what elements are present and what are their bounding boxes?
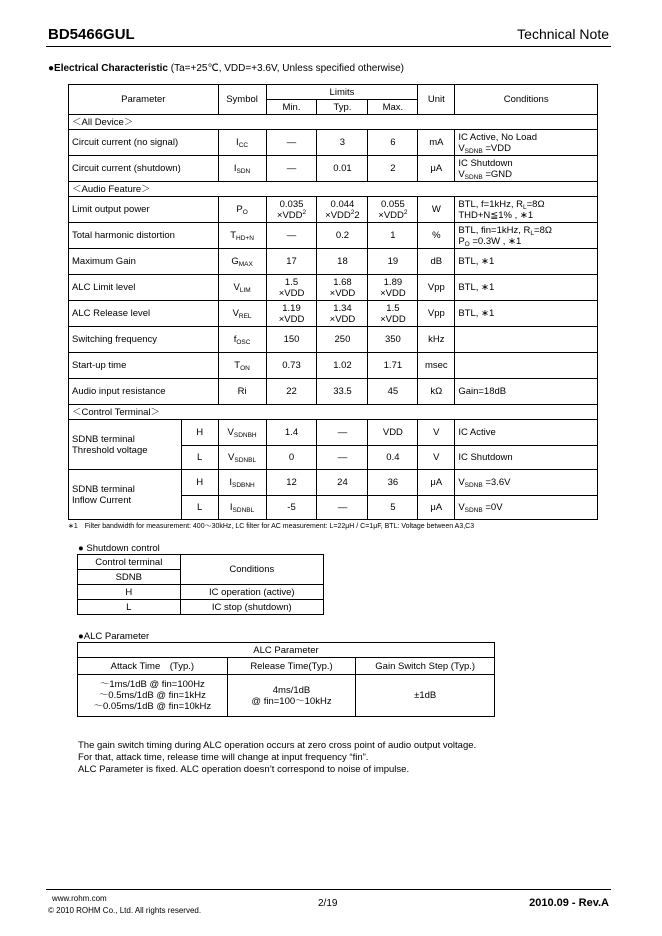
min-cell: — (266, 156, 317, 182)
param-cell: ALC Release level (69, 301, 219, 327)
symbol-cell: Ri (218, 379, 266, 405)
conditions-cell: $V_{SDNB} =0V$ (455, 496, 598, 520)
conditions-cell: BTL, ∗1 (455, 301, 598, 327)
typ-cell: — (317, 496, 368, 520)
section-conditions: (Ta=+25℃, VDD=+3.6V, Unless specified otherwise) (170, 63, 404, 74)
header-control-terminal: Control terminal (78, 555, 181, 570)
electrical-characteristics-table (68, 84, 598, 520)
header-parameter: Parameter (69, 85, 219, 115)
release-time-cell: 4ms/1dB @ fin=100～10kHz (227, 675, 356, 717)
header-unit: Unit (418, 85, 455, 115)
max-cell: VDD (368, 420, 418, 446)
min-cell: 0 (266, 446, 317, 470)
param-cell: Limit output power (69, 197, 219, 223)
symbol-cell: $V_{REL}$ (218, 301, 266, 327)
section-title (48, 63, 404, 74)
param-cell: Total harmonic distortion (69, 223, 219, 249)
header-conditions: Conditions (455, 85, 598, 115)
max-cell: 45 (368, 379, 418, 405)
table-row (69, 470, 598, 496)
symbol-cell: $V_{LIM}$ (218, 275, 266, 301)
table-row (69, 130, 598, 156)
unit-cell: μA (418, 496, 455, 520)
min-cell: -5 (266, 496, 317, 520)
min-cell: — (266, 223, 317, 249)
symbol-cell: $G_{MAX}$ (218, 249, 266, 275)
param-cell: Circuit current (shutdown) (69, 156, 219, 182)
min-cell: 17 (266, 249, 317, 275)
conditions-cell: IC stop (shutdown) (180, 600, 323, 615)
header-typ: Typ. (317, 100, 368, 115)
header-release-time: Release Time(Typ.) (227, 658, 356, 675)
header-alc-parameter: ALC Parameter (78, 643, 495, 658)
param-cell: Switching frequency (69, 327, 219, 353)
max-cell: 1 (368, 223, 418, 249)
conditions-cell: BTL, ∗1 (455, 249, 598, 275)
level-cell: L (78, 600, 181, 615)
min-cell: 1.5 ×VDD (266, 275, 317, 301)
max-cell: 1.89 ×VDD (368, 275, 418, 301)
conditions-cell: IC Shutdown $V_{SDNB} =GND$ (455, 156, 598, 182)
conditions-cell: BTL, fin=1kHz, $R_L=8\Omega$ $P_O =0.3W$ , ∗1 (455, 223, 598, 249)
level-cell: L (181, 496, 218, 520)
max-cell: 0.4 (368, 446, 418, 470)
revision: 2010.09 - Rev.A (529, 897, 609, 909)
note-line: The gain switch timing during ALC operation occurs at zero cross point of audio output voltage. (78, 740, 477, 751)
param-cell: Start-up time (69, 353, 219, 379)
unit-cell: Vpp (418, 301, 455, 327)
level-cell: H (181, 420, 218, 446)
shutdown-control-table (77, 554, 324, 615)
table-row (69, 156, 598, 182)
unit-cell: V (418, 446, 455, 470)
unit-cell: kΩ (418, 379, 455, 405)
min-cell: 1.4 (266, 420, 317, 446)
gain-step-cell: ±1dB (356, 675, 495, 717)
level-cell: H (78, 585, 181, 600)
min-cell: 0.035 $\times VDD^2$ (266, 197, 317, 223)
symbol-cell: $I_{SDBNH}$ (218, 470, 266, 496)
min-cell: 12 (266, 470, 317, 496)
conditions-cell: BTL, f=1kHz, $R_L=8\Omega$ THD+N≦1% , ∗1 (455, 197, 598, 223)
page-number: 2/19 (318, 898, 338, 909)
typ-cell: 24 (317, 470, 368, 496)
typ-cell: 250 (317, 327, 368, 353)
table-row (69, 379, 598, 405)
max-cell: 350 (368, 327, 418, 353)
symbol-cell: $I_{SDN}$ (218, 156, 266, 182)
unit-cell: Vpp (418, 275, 455, 301)
typ-cell: — (317, 420, 368, 446)
typ-cell: 1.34 ×VDD (317, 301, 368, 327)
unit-cell: mA (418, 130, 455, 156)
typ-cell: 0.01 (317, 156, 368, 182)
footnote: ∗1 Filter bandwidth for measurement: 400～30kHz, LC filter for AC measurement: L=22μH / C=1μF, BTL: Voltage between A3,C3 (68, 523, 475, 530)
header-min: Min. (266, 100, 317, 115)
unit-cell: kHz (418, 327, 455, 353)
section-bullet: ● (48, 63, 55, 74)
table-row (69, 301, 598, 327)
symbol-cell: $I_{CC}$ (218, 130, 266, 156)
shutdown-control-title: ● Shutdown control (78, 543, 160, 554)
typ-cell: 33.5 (317, 379, 368, 405)
part-number: BD5466GUL (48, 26, 135, 43)
table-row (69, 249, 598, 275)
doc-type: Technical Note (517, 26, 609, 42)
footer-divider (46, 889, 611, 890)
conditions-cell: Gain=18dB (455, 379, 598, 405)
typ-cell: — (317, 446, 368, 470)
alc-parameter-title: ●ALC Parameter (78, 631, 150, 642)
min-cell: 22 (266, 379, 317, 405)
conditions-cell: IC Active (455, 420, 598, 446)
typ-cell: 1.68 ×VDD (317, 275, 368, 301)
max-cell: 1.5 ×VDD (368, 301, 418, 327)
attack-time-cell: ～1ms/1dB @ fin=100Hz ～0.5ms/1dB @ fin=1kHz ～0.05ms/1dB @ fin=10kHz (78, 675, 228, 717)
header-limits: Limits (266, 85, 418, 100)
symbol-cell: $P_O$ (218, 197, 266, 223)
max-cell: 19 (368, 249, 418, 275)
min-cell: 1.19 ×VDD (266, 301, 317, 327)
header-divider (46, 46, 611, 47)
level-cell: H (181, 470, 218, 496)
param-cell: SDNB terminal Inflow Current (69, 470, 182, 520)
footer-copyright: © 2010 ROHM Co., Ltd. All rights reserved. (48, 906, 202, 915)
conditions-cell (455, 353, 598, 379)
header-sdnb: SDNB (78, 570, 181, 585)
unit-cell: V (418, 420, 455, 446)
max-cell: 36 (368, 470, 418, 496)
symbol-cell: $V_{SDNBH}$ (218, 420, 266, 446)
unit-cell: μA (418, 156, 455, 182)
max-cell: 5 (368, 496, 418, 520)
footer-url[interactable]: www.rohm.com (52, 894, 107, 903)
max-cell: 0.055 $\times VDD^2$ (368, 197, 418, 223)
header-max: Max. (368, 100, 418, 115)
conditions-cell: IC Shutdown (455, 446, 598, 470)
symbol-cell: $T_{ON}$ (218, 353, 266, 379)
param-cell: ALC Limit level (69, 275, 219, 301)
param-cell: Maximum Gain (69, 249, 219, 275)
table-row (69, 353, 598, 379)
param-cell: Circuit current (no signal) (69, 130, 219, 156)
table-row (78, 600, 324, 615)
header-attack-time: Attack Time (Typ.) (78, 658, 228, 675)
table-row (78, 675, 495, 717)
group-control-terminal: ＜Control Terminal＞ (69, 405, 598, 420)
symbol-cell: $T_{HD+N}$ (218, 223, 266, 249)
table-row (69, 327, 598, 353)
alc-parameter-table (77, 642, 495, 717)
max-cell: 2 (368, 156, 418, 182)
min-cell: 150 (266, 327, 317, 353)
unit-cell: msec (418, 353, 455, 379)
table-row (69, 275, 598, 301)
header-symbol: Symbol (218, 85, 266, 115)
symbol-cell: $f_{OSC}$ (218, 327, 266, 353)
alc-notes (78, 740, 476, 776)
group-audio-feature: ＜Audio Feature＞ (69, 182, 598, 197)
max-cell: 6 (368, 130, 418, 156)
typ-cell: 0.2 (317, 223, 368, 249)
conditions-cell: IC Active, No Load $V_{SDNB} =VDD$ (455, 130, 598, 156)
unit-cell: % (418, 223, 455, 249)
min-cell: — (266, 130, 317, 156)
conditions-cell: IC operation (active) (180, 585, 323, 600)
param-cell: Audio input resistance (69, 379, 219, 405)
typ-cell: 3 (317, 130, 368, 156)
typ-cell: 18 (317, 249, 368, 275)
conditions-cell: BTL, ∗1 (455, 275, 598, 301)
symbol-cell: $V_{SDNBL}$ (218, 446, 266, 470)
header-gain-switch-step: Gain Switch Step (Typ.) (356, 658, 495, 675)
note-line: For that, attack time, release time will change at input frequency “fin”. (78, 752, 369, 763)
note-line: ALC Parameter is fixed. ALC operation doesn’t correspond to noise of impulse. (78, 764, 410, 775)
table-row (69, 197, 598, 223)
min-cell: 0.73 (266, 353, 317, 379)
group-all-device: ＜All Device＞ (69, 115, 598, 130)
param-cell: SDNB terminal Threshold voltage (69, 420, 182, 470)
unit-cell: μA (418, 470, 455, 496)
table-row (69, 420, 598, 446)
typ-cell: 1.02 (317, 353, 368, 379)
header-conditions: Conditions (180, 555, 323, 585)
unit-cell: dB (418, 249, 455, 275)
table-row (78, 585, 324, 600)
level-cell: L (181, 446, 218, 470)
table-row (69, 223, 598, 249)
symbol-cell: $I_{SDNBL}$ (218, 496, 266, 520)
conditions-cell (455, 327, 598, 353)
max-cell: 1.71 (368, 353, 418, 379)
unit-cell: W (418, 197, 455, 223)
typ-cell: 0.044 $\times VDD^22$ (317, 197, 368, 223)
section-title-text: Electrical Characteristic (54, 63, 168, 74)
conditions-cell: $V_{SDNB} =3.6V$ (455, 470, 598, 496)
